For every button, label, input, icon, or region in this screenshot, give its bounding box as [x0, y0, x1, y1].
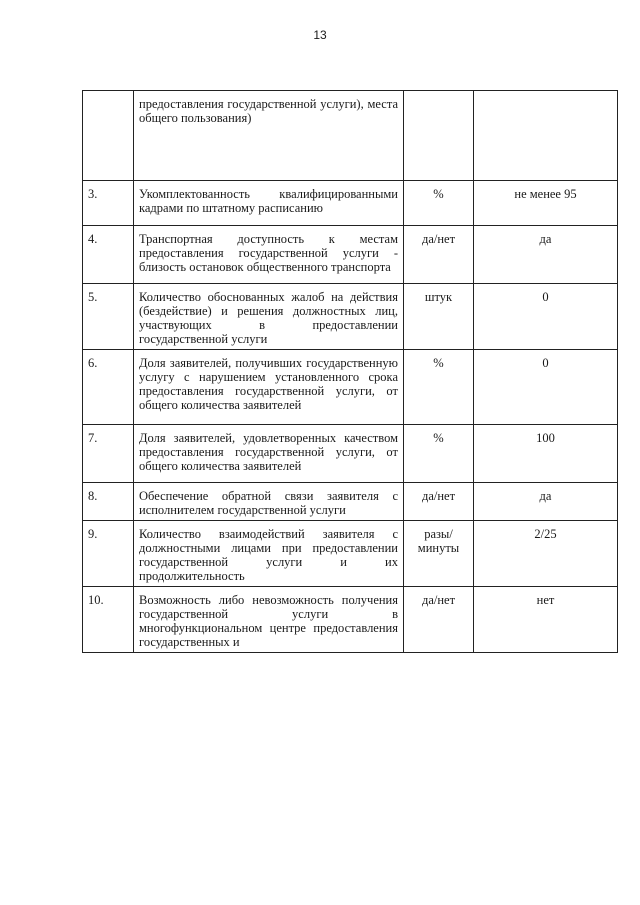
indicator-name: предоставления государственной услуги), места общего пользования) — [134, 91, 404, 181]
unit-of-measure: разы/минуты — [404, 521, 474, 587]
row-number: 7. — [83, 425, 134, 483]
indicator-name: Доля заявителей, получивших государственную услугу с нарушением установленного срока предоставления государственной услуги, от общего количества заявителей — [134, 350, 404, 425]
indicator-name: Количество обоснованных жалоб на действия (бездействие) и решения должностных лиц, участвующих в предоставлении государственной услуги — [134, 284, 404, 350]
indicator-name: Количество взаимодействий заявителя с должностными лицами при предоставлении государственной услуги и их продолжительность — [134, 521, 404, 587]
unit-of-measure: штук — [404, 284, 474, 350]
row-number: 9. — [83, 521, 134, 587]
row-number: 5. — [83, 284, 134, 350]
indicator-value: 2/25 — [474, 521, 618, 587]
page-number: 13 — [313, 28, 327, 42]
indicator-value: 0 — [474, 284, 618, 350]
table-row — [83, 587, 618, 653]
indicator-value: 100 — [474, 425, 618, 483]
unit-of-measure: да/нет — [404, 483, 474, 521]
row-number — [83, 91, 134, 181]
table-row — [83, 226, 618, 284]
table-row — [83, 350, 618, 425]
indicator-value — [474, 91, 618, 181]
row-number: 3. — [83, 181, 134, 226]
unit-of-measure: да/нет — [404, 587, 474, 653]
unit-of-measure: % — [404, 350, 474, 425]
indicator-name: Возможность либо невозможность получения государственной услуги в многофункциональном центре предоставления государственных и — [134, 587, 404, 653]
indicator-name: Обеспечение обратной связи заявителя с исполнителем государственной услуги — [134, 483, 404, 521]
indicator-name: Укомплектованность квалифицированными кадрами по штатному расписанию — [134, 181, 404, 226]
indicator-name: Доля заявителей, удовлетворенных качеством предоставления государственной услуги, от общего количества заявителей — [134, 425, 404, 483]
unit-of-measure — [404, 91, 474, 181]
indicator-value: да — [474, 226, 618, 284]
table-row — [83, 521, 618, 587]
row-number: 6. — [83, 350, 134, 425]
table-row — [83, 483, 618, 521]
row-number: 10. — [83, 587, 134, 653]
table-row — [83, 91, 618, 181]
row-number: 8. — [83, 483, 134, 521]
indicator-value: нет — [474, 587, 618, 653]
indicator-name: Транспортная доступность к местам предоставления государственной услуги - близость остановок общественного транспорта — [134, 226, 404, 284]
indicator-value: не менее 95 — [474, 181, 618, 226]
indicators-table — [82, 90, 618, 653]
row-number: 4. — [83, 226, 134, 284]
unit-of-measure: % — [404, 425, 474, 483]
table-row — [83, 181, 618, 226]
indicator-value: 0 — [474, 350, 618, 425]
unit-of-measure: % — [404, 181, 474, 226]
table-row — [83, 425, 618, 483]
table-row — [83, 284, 618, 350]
unit-of-measure: да/нет — [404, 226, 474, 284]
indicator-value: да — [474, 483, 618, 521]
